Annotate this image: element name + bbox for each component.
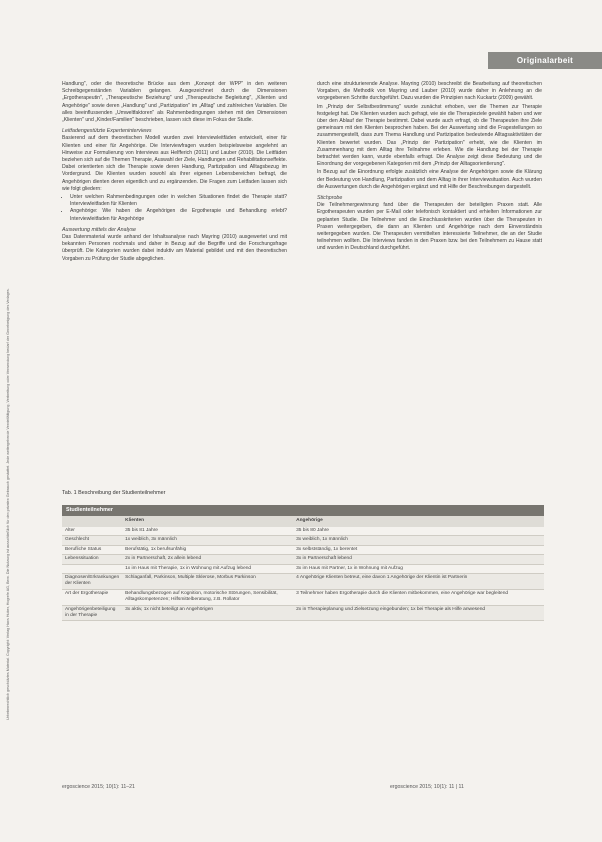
klienten-cell: Behandlungsbezogen auf Kognition, motorische Störungen, Sensibilität, Alltagskompetenzen; Hilfsmittelberatung, z.B. Rollator [122,589,293,605]
table-caption: Tab. 1 Beschreibung der Studienteilnehmer [62,490,166,496]
paragraph: Im „Prinzip der Selbstbestimmung" wurde zunächst erhoben, wer die Themen zur Therapie festgelegt hat. Die Klienten wurden auch gefragt, wie sie die Therapieziele gewählt haben und wer über den Ablauf der Therapie bestimmt. Dabei wurde auch erfragt, ob die Therapeuten ihre Ziele gemeinsam mit den Klienten besprochen haben. Bei der Auswertung sind die Fragestellungen so zusammengestellt, dass zum Thema Handlung und Partizipation bedeutende Alltagsaktivitäten der Klienten bewertet wurden. Das „Prinzip der Partizipation" erhebt, wie die Klienten im Zusammenhang mit dem Alltag ihre Teilnahme erleben. Wie die Handlung bei der Therapie betrachtet werden kann, wurde ebenfalls erfragt. Die Analyse zeigt diese Bedeutung und die Einordnung der vorgegebenen Kategorien mit dem „Prinzip der Alltagsorientierung". [317,103,542,168]
subheading: Stichprobe [317,195,343,202]
paragraph: Die Teilnehmergewinnung fand über die Therapeuten der beteiligten Praxen statt. Alle Ergotherapeuten wurden per E-Mail oder telefonisch kontaktiert und erhielten Informationen zur geplanten Studie. Die Teilnehmer und die Einschlusskriterien wurden über die Therapeuten in Praxen weitergegeben, die dann an Klienten und Angehörige nach dem Einverständnis weitergegeben wurden. Die Therapeuten vermittelten interessierte Teilnehmer, die an der Studie teilnehmen wollten. Die Interviews fanden in den Praxen bzw. bei den Teilnehmern zu Hause statt und wurden in Deutschland durchgeführt. [317,202,542,252]
list-item: • Angehörige: Wie haben die Angehörigen die Ergotherapie und Behandlung erlebt? Interviewleitfaden für Angehörige [70,208,287,222]
row-label: Angehörigenbeteiligung in der Therapie [62,605,122,621]
angehoerige-cell: 3 Teilnehmer haben Ergotherapie durch die Klienten mitbekommen, eine Angehörige war begleitend [293,589,544,605]
paragraph: Das Datenmaterial wurde anhand der Inhaltsanalyse nach Mayring (2010) ausgewertet und mit bekannten Personen nochmals und daher in Bezug auf die Begriffe und die Forschungsfrage überprüft. Die Kategorien wurden dabei induktiv am Material gebildet und mit den theoretischen Vorgaben zu Prüfung der Studie abgeglichen. [62,234,287,262]
table-row [62,536,544,545]
paragraph: Handlung", oder die theoretische Brücke aus dem „Konzept der WPP" in den weiteren Schreibgegenständen Variablen gelangen. Ausgezeichnet durch die Dimensionen „Ergotherapeutin", „Therapeutische Beziehung" und „Therapeutische Begleitung", „Klienten und Angehörige" sowie deren „Handlung" und „Partizipation" im „Alltag" und zahlreichen Variablen. Die alles beeinflussenden „Umweltfaktoren" als Rahmenbedingungen stehen mit den Dimensionen „Klienten" und „Kinder/Familien" beschrieben, lassen sich diese im Fokus der Studie. [62,81,287,124]
table-row [62,564,544,573]
left-column [62,81,287,264]
row-label: Geschlecht [62,536,122,545]
column-header: Klienten [122,516,293,527]
angehoerige-cell: 3x im Haus mit Partner, 1x in Wohnung mit Aufzug [293,564,544,573]
table-body [62,527,544,621]
row-label: Alter [62,527,122,536]
angehoerige-cell: 2x in Therapieplanung und Zielsetzung eingebunden; 1x bei Therapie als Hilfe anwesend [293,605,544,621]
angehoerige-cell: 3x selbstständig, 1x berentet [293,545,544,554]
paragraph: Basierend auf dem theoretischen Modell wurden zwei Interviewleitfäden entwickelt, einer für Klienten und einer für Angehörige. Die Interviewfragen wurden beispielsweise angelehnt an Hinweise zur Formulierung von Interviews aus Helfferich (2011) und Lauber (2010). Die Leitfäden beziehen sich auf die Themen Therapie, Auswahl der Ziele, Handlungen und Rehabilitationseffekte. Dabei orientierten sich die Therapie sowie deren Handlung, Partizipation und Alltagsbezug im Vordergrund. Die Klienten wurden sowohl als ihrer eigenen Lebensbereichen befragt, die Angehörigen dienten deren eigentlich und zu ergänzenden. Die Fragen zum Leitfaden lassen sich wie folgt gliedern: [62,135,287,192]
row-label: Berufliche Status [62,545,122,554]
row-label: Diagnosen/Erkrankungen der Klienten [62,574,122,590]
angehoerige-cell: 3x in Partnerschaft lebend [293,555,544,564]
row-label: Lebenssituation [62,555,122,564]
klienten-cell: 3x aktiv, 1x nicht beteiligt an Angehörigen [122,605,293,621]
subheading: Auswertung mittels der Analyse [62,226,136,233]
row-label [62,564,122,573]
table-title: Studienteilnehmer [62,505,544,516]
column-header [62,516,122,527]
klienten-cell: Schlaganfall, Parkinson, Multiple Sklerose, Morbus Parkinson [122,574,293,590]
paragraph: durch eine strukturierende Analyse. Mayring (2010) beschreibt die Bearbeitung auf theoretischen Vorgaben, die Methodik von Mayring und Lauber (2010) wurde daher in Anlehnung an die vorgegebenen Schritte durchgeführt. Dazu wurden die Prinzipien nach Kuckartz (2009) gewählt. [317,81,542,102]
bullet-list [62,194,287,223]
klienten-cell: Berufstätig, 1x berufsunfähig [122,545,293,554]
participants-table [62,505,544,621]
section-label: Originalarbeit [488,52,602,69]
table-header-row [62,516,544,527]
table-row [62,555,544,564]
table-row [62,527,544,536]
footer-citation: ergoscience 2015; 10(1): 11–21 [62,784,135,790]
paragraph: In Bezug auf die Einordnung erfolgte zusätzlich eine Analyse der Angehörigen sowie die Klärung der Bedeutung von Handlung, Partizipation und dem Alltag in ihrer Interviewsituation. Auch wurden die Auswertungen durch die Angehörigen ergänzt und mit Hilfe der Beschreibungen dargestellt. [317,169,542,190]
table-row [62,589,544,605]
table [62,516,544,621]
copyright-side-note: Urheberrechtlich geschütztes Material. Copyright: Verlag Hans Huber, Hogrefe AG, Bern. Die Nutzung ist ausschließlich für den privaten Gebrauch gestattet. Jede weitergehende Vervielfältigung, Verbreitung oder Verwendung bedarf der Genehmigung des Verlages. [6,288,10,720]
table-row [62,545,544,554]
klienten-cell: 1x im Haus mit Therapie, 1x in Wohnung mit Aufzug lebend [122,564,293,573]
right-column [317,81,542,254]
angehoerige-cell: 35 bis 80 Jahre [293,527,544,536]
angehoerige-cell: 3x weiblich, 1x männlich [293,536,544,545]
column-header: Angehörige [293,516,544,527]
subheading: Leitfadengestützte Experteninterviews [62,128,152,135]
angehoerige-cell: 4 Angehörige Klienten betreut, eine davon 1 Angehörige der Klientin ist Partnerin [293,574,544,590]
footer-page-number: ergoscience 2015; 10(1): 11 | 11 [390,784,464,790]
table-row [62,605,544,621]
list-item: • Unter welchen Rahmenbedingungen oder in welchen Situationen findet die Therapie statt? Interviewleitfaden für Klienten [70,194,287,208]
klienten-cell: 2x in Partnerschaft, 2x allein lebend [122,555,293,564]
table-row [62,574,544,590]
row-label: Art der Ergotherapie [62,589,122,605]
klienten-cell: 1x weiblich, 3x männlich [122,536,293,545]
klienten-cell: 35 bis 81 Jahre [122,527,293,536]
